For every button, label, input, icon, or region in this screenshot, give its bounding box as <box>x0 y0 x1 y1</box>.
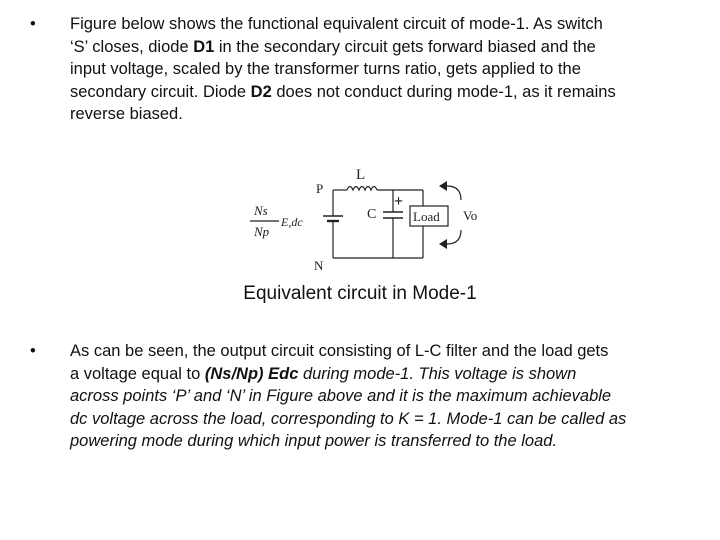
text-line: across points ‘P’ and ‘N’ in Figure above and it is the maximum achievable <box>70 387 612 405</box>
inductor-coil <box>347 187 377 191</box>
paragraph-text <box>70 340 690 453</box>
diode-d2-label: D2 <box>250 82 272 101</box>
text-line <box>70 81 690 104</box>
load-label: Load <box>413 209 440 224</box>
inductor-label: L <box>356 167 366 183</box>
text-line: dc voltage across the load, corresponding to K = 1. Mode-1 can be called as <box>70 409 627 428</box>
text-run: does not conduct during mode-1, as it remains <box>271 82 616 101</box>
paragraph-text <box>70 13 690 126</box>
node-n-label: N <box>314 258 324 273</box>
text-run: a voltage equal to <box>70 364 205 383</box>
ratio-denominator: Np <box>254 224 270 239</box>
text-line <box>70 363 690 386</box>
vo-arrowhead-upper <box>439 181 447 191</box>
vo-arrow-upper <box>447 186 461 200</box>
vo-arrow-lower <box>447 230 461 244</box>
text-line <box>70 36 690 59</box>
text-line: input voltage, scaled by the transformer turns ratio, gets applied to the <box>70 60 581 78</box>
equivalent-circuit-diagram <box>245 160 495 275</box>
text-line: Figure below shows the functional equivalent circuit of mode-1. As switch <box>70 15 603 33</box>
text-line: reverse biased. <box>70 105 183 123</box>
diode-d1-label: D1 <box>193 37 215 56</box>
text-run: in the secondary circuit gets forward biased and the <box>214 37 596 56</box>
text-line: powering mode during which input power is transferred to the load. <box>70 432 558 450</box>
text-run: secondary circuit. Diode <box>70 82 251 101</box>
bullet-marker: • <box>30 15 36 33</box>
text-run: during mode-1. This voltage is shown <box>298 364 577 383</box>
capacitor-polarity-plus: + <box>394 193 404 210</box>
voltage-expression: (Ns/Np) Edc <box>204 364 299 383</box>
text-run: ‘S’ closes, diode <box>70 37 194 56</box>
capacitor-label: C <box>367 207 377 222</box>
vo-label: Vo <box>463 208 478 223</box>
ratio-numerator: Ns <box>254 203 268 218</box>
bullet-marker: • <box>30 342 36 360</box>
vo-arrowhead-lower <box>439 239 447 249</box>
text-line: As can be seen, the output circuit consisting of L-C filter and the load gets <box>70 342 609 360</box>
source-label: E,dc <box>281 215 303 229</box>
figure-caption: Equivalent circuit in Mode-1 <box>243 283 477 304</box>
node-p-label: P <box>316 181 324 196</box>
